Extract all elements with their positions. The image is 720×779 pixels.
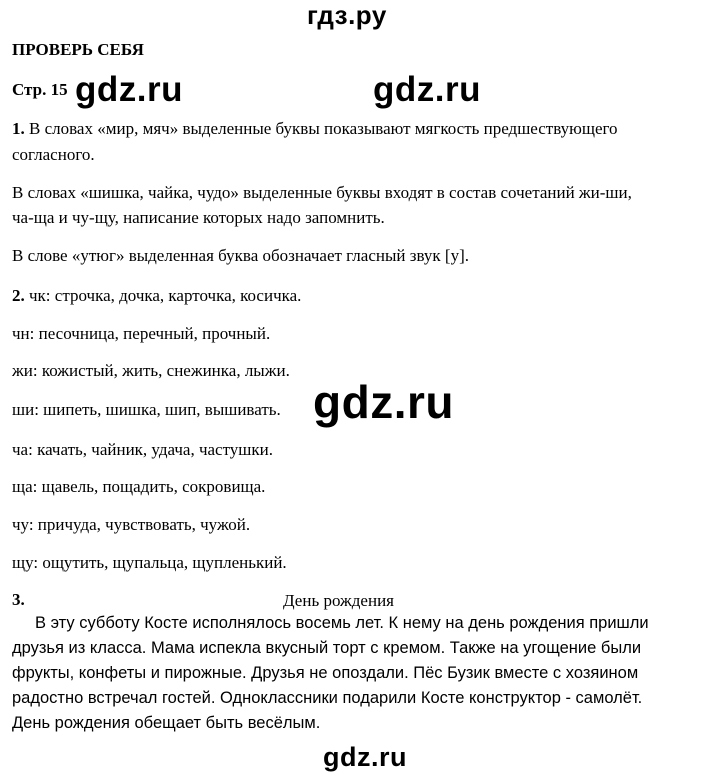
task1-text: В словах «мир, мяч» выделенные буквы показывают мягкость предшествующего: [24, 119, 618, 138]
task2-line-text: чк: строчка, дочка, карточка, косичка.: [24, 286, 302, 305]
task2-number: 2.: [12, 286, 25, 305]
watermark: gdz.ru: [373, 70, 481, 109]
page-reference: Стр. 15: [12, 80, 68, 99]
task1-paragraph2-line2: ча-ща и чу-щу, написание которых надо запомнить.: [12, 208, 385, 227]
task1-paragraph1-line1: [12, 118, 618, 139]
task2-line: ща: щавель, пощадить, сокровища.: [12, 477, 266, 496]
watermark: gdz.ru: [75, 70, 183, 109]
task1-paragraph1-line2: согласного.: [12, 145, 95, 164]
watermark-top: гдз.ру: [307, 0, 387, 30]
task3-story-line: фрукты, конфеты и пирожные. Друзья не опоздали. Пёс Бузик вместе с хозяином: [12, 664, 639, 682]
task1-number: 1.: [12, 119, 25, 138]
watermark-bottom: gdz.ru: [323, 742, 407, 772]
task3-story-line: День рождения обещает быть весёлым.: [12, 714, 321, 732]
task3-number: 3.: [12, 590, 25, 609]
task2-line: ча: качать, чайник, удача, частушки.: [12, 440, 274, 459]
watermark: gdz.ru: [313, 376, 454, 428]
task3-story-line: друзья из класса. Мама испекла вкусный торт с кремом. Также на угощение были: [12, 639, 642, 657]
task2-line: чу: причуда, чувствовать, чужой.: [12, 515, 251, 534]
task3-story-line: В эту субботу Косте исполнялось восемь лет. К нему на день рождения пришли: [35, 614, 649, 632]
task2-line: ши: шипеть, шишка, шип, вышивать.: [12, 400, 281, 419]
task3-story-title: День рождения: [283, 591, 394, 610]
task2-line: [12, 285, 301, 306]
task1-paragraph3: В слове «утюг» выделенная буква обозначает гласный звук [у].: [12, 246, 469, 265]
task2-line: щу: ощутить, щупальца, щупленький.: [12, 553, 287, 572]
task1-paragraph2-line1: В словах «шишка, чайка, чудо» выделенные буквы входят в состав сочетаний жи-ши,: [12, 183, 632, 202]
section-title: ПРОВЕРЬ СЕБЯ: [12, 40, 144, 59]
task2-line: чн: песочница, перечный, прочный.: [12, 324, 271, 343]
task3-story-line: радостно встречал гостей. Одноклассники подарили Косте конструктор - самолёт.: [12, 689, 643, 707]
task2-line: жи: кожистый, жить, снежинка, лыжи.: [12, 361, 290, 380]
